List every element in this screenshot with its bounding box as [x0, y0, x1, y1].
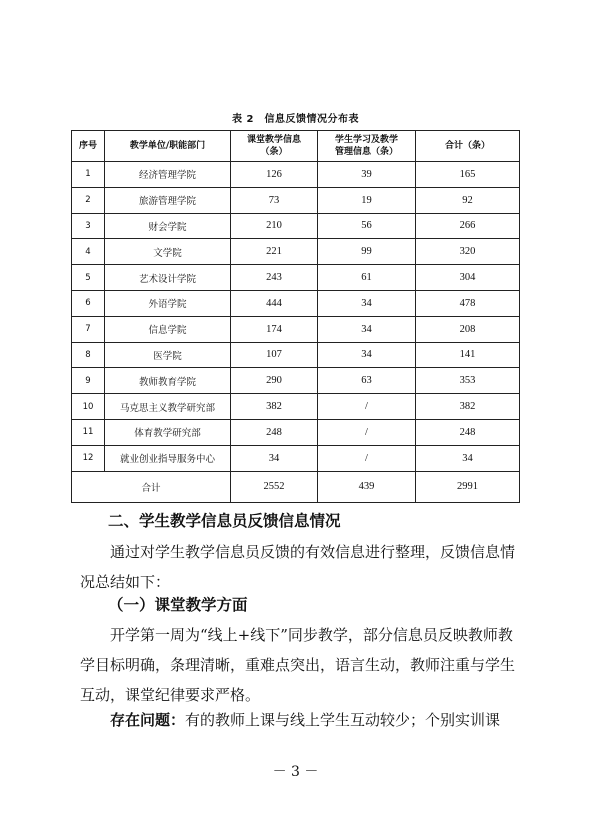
row-unit: 马克思主义教学研究部 — [105, 394, 231, 420]
row-management: 34 — [318, 290, 416, 316]
table-row — [72, 265, 520, 291]
row-index: 2 — [72, 187, 105, 213]
row-unit: 文学院 — [105, 239, 231, 265]
row-classroom: 382 — [231, 394, 318, 420]
total-classroom: 2552 — [231, 471, 318, 502]
issue-paragraph — [80, 705, 520, 735]
row-classroom: 248 — [231, 419, 318, 445]
row-management: 99 — [318, 239, 416, 265]
row-unit: 外语学院 — [105, 290, 231, 316]
row-classroom: 174 — [231, 316, 318, 342]
row-index: 6 — [72, 290, 105, 316]
row-total: 353 — [416, 368, 520, 394]
table-caption: 表 2 信息反馈情况分布表 — [232, 114, 359, 125]
row-unit: 体育教学研究部 — [105, 419, 231, 445]
row-unit: 财会学院 — [105, 213, 231, 239]
row-classroom: 73 — [231, 187, 318, 213]
row-total: 320 — [416, 239, 520, 265]
row-index: 1 — [72, 162, 105, 188]
row-index: 11 — [72, 419, 105, 445]
row-management: 34 — [318, 316, 416, 342]
row-management: / — [318, 445, 416, 471]
row-classroom: 210 — [231, 213, 318, 239]
classroom-paragraph: 开学第一周为“线上+线下”同步教学，部分信息员反映教师教学目标明确，条理清晰，重难点突出，语言生动，教师注重与学生互动，课堂纪律要求严格。 — [80, 626, 516, 704]
table-row — [72, 368, 520, 394]
table-row — [72, 213, 520, 239]
row-management: 56 — [318, 213, 416, 239]
row-management: 39 — [318, 162, 416, 188]
table-row — [72, 187, 520, 213]
header-unit: 教学单位/职能部门 — [105, 131, 231, 162]
section-heading: 二、学生教学信息员反馈信息情况 — [108, 512, 341, 530]
issue-label: 存在问题： — [110, 711, 186, 729]
table-row — [72, 419, 520, 445]
row-total: 382 — [416, 394, 520, 420]
row-classroom: 221 — [231, 239, 318, 265]
table-row — [72, 239, 520, 265]
row-management: 34 — [318, 342, 416, 368]
table-row — [72, 162, 520, 188]
row-management: / — [318, 394, 416, 420]
row-unit: 医学院 — [105, 342, 231, 368]
header-management: 学生学习及教学 管理信息（条） — [318, 131, 416, 162]
total-management: 439 — [318, 471, 416, 502]
row-unit: 教师教育学院 — [105, 368, 231, 394]
row-unit: 旅游管理学院 — [105, 187, 231, 213]
header-classroom: 课堂教学信息 （条） — [231, 131, 318, 162]
table-row — [72, 445, 520, 471]
row-index: 10 — [72, 394, 105, 420]
row-management: 61 — [318, 265, 416, 291]
issue-text: 有的教师上课与线上学生互动较少；个别实训课 — [185, 711, 501, 729]
table-total-row — [72, 471, 520, 502]
table-row — [72, 316, 520, 342]
table-header-row — [72, 131, 520, 162]
table-row — [72, 290, 520, 316]
row-total: 304 — [416, 265, 520, 291]
total-label: 合计 — [72, 471, 231, 502]
row-total: 92 — [416, 187, 520, 213]
row-index: 4 — [72, 239, 105, 265]
row-management: / — [318, 419, 416, 445]
row-total: 266 — [416, 213, 520, 239]
row-index: 9 — [72, 368, 105, 394]
row-classroom: 243 — [231, 265, 318, 291]
row-classroom: 34 — [231, 445, 318, 471]
total-sum: 2991 — [416, 471, 520, 502]
subsection-heading: （一）课堂教学方面 — [108, 596, 248, 614]
row-total: 248 — [416, 419, 520, 445]
row-classroom: 107 — [231, 342, 318, 368]
row-unit: 就业创业指导服务中心 — [105, 445, 231, 471]
row-unit: 信息学院 — [105, 316, 231, 342]
header-total: 合计（条） — [416, 131, 520, 162]
row-index: 12 — [72, 445, 105, 471]
row-unit: 艺术设计学院 — [105, 265, 231, 291]
row-management: 19 — [318, 187, 416, 213]
row-index: 8 — [72, 342, 105, 368]
feedback-distribution-table — [71, 130, 520, 503]
row-classroom: 444 — [231, 290, 318, 316]
intro-paragraph: 通过对学生教学信息员反馈的有效信息进行整理，反馈信息情况总结如下： — [80, 543, 516, 591]
row-total: 34 — [416, 445, 520, 471]
row-total: 165 — [416, 162, 520, 188]
header-index: 序号 — [72, 131, 105, 162]
table-row — [72, 394, 520, 420]
row-total: 208 — [416, 316, 520, 342]
row-classroom: 126 — [231, 162, 318, 188]
row-index: 7 — [72, 316, 105, 342]
row-index: 5 — [72, 265, 105, 291]
row-total: 478 — [416, 290, 520, 316]
page-number: － 3 － — [272, 764, 319, 780]
row-index: 3 — [72, 213, 105, 239]
row-classroom: 290 — [231, 368, 318, 394]
row-unit: 经济管理学院 — [105, 162, 231, 188]
table-row — [72, 342, 520, 368]
row-total: 141 — [416, 342, 520, 368]
row-management: 63 — [318, 368, 416, 394]
